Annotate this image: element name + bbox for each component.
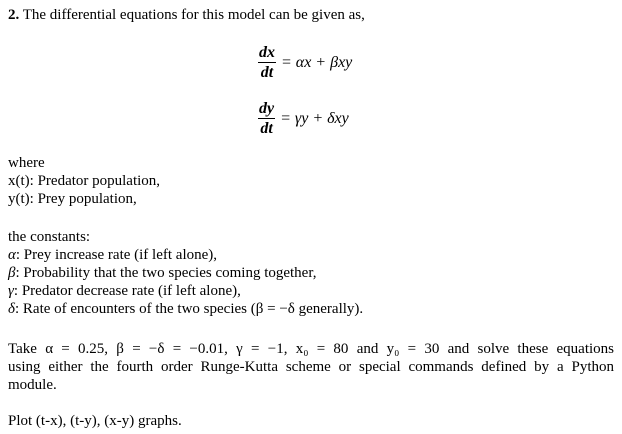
constants-label: the constants:: [8, 229, 91, 245]
constant-item-delta: [8, 300, 363, 318]
alpha-symbol: α: [8, 247, 16, 263]
problem-intro-text: The differential equations for this model can be given as,: [22, 7, 365, 23]
fraction-dx-dt: [258, 44, 276, 81]
problem-number: 2.: [8, 7, 20, 23]
task-paragraph: [8, 340, 614, 394]
problem-heading: [8, 6, 365, 24]
fraction-dy-dt: [258, 100, 275, 137]
where-item-x: x(t): Predator population,: [8, 173, 161, 189]
equation-dy-dt: [258, 100, 349, 137]
denominator-dt: dt: [260, 64, 274, 81]
beta-symbol: β: [8, 265, 16, 281]
equation-rhs-y: = γy + δxy: [280, 109, 349, 127]
constant-item-gamma: [8, 282, 241, 300]
beta-description: : Probability that the two species coming together,: [15, 265, 317, 281]
gamma-description: : Predator decrease rate (if left alone),: [13, 283, 241, 299]
constant-item-beta: [8, 264, 317, 282]
task-line-1: Take α = 0.25, β = −δ = −0.01, γ = −1, x₀ = 80 and y₀ = 30 and solve these equations: [8, 341, 614, 357]
numerator-dy: dy: [259, 100, 275, 117]
gamma-symbol: γ: [8, 283, 14, 299]
where-item-y: y(t): Prey population,: [8, 191, 137, 207]
equation-dx-dt: [258, 44, 352, 81]
delta-symbol: δ: [8, 301, 15, 317]
denominator-dt: dt: [260, 120, 273, 137]
delta-description: : Rate of encounters of the two species (β = −δ generally).: [14, 301, 364, 317]
equation-rhs-x: = αx + βxy: [281, 53, 353, 71]
numerator-dx: dx: [259, 44, 275, 61]
task-line-2: using either the fourth order Runge-Kutta scheme or special commands defined by a Python: [8, 359, 614, 375]
constant-item-alpha: [8, 246, 217, 264]
task-line-3: module.: [8, 377, 57, 393]
alpha-description: : Prey increase rate (if left alone),: [15, 247, 218, 263]
plot-instruction: Plot (t-x), (t-y), (x-y) graphs.: [8, 413, 182, 429]
where-label: where: [8, 155, 45, 171]
